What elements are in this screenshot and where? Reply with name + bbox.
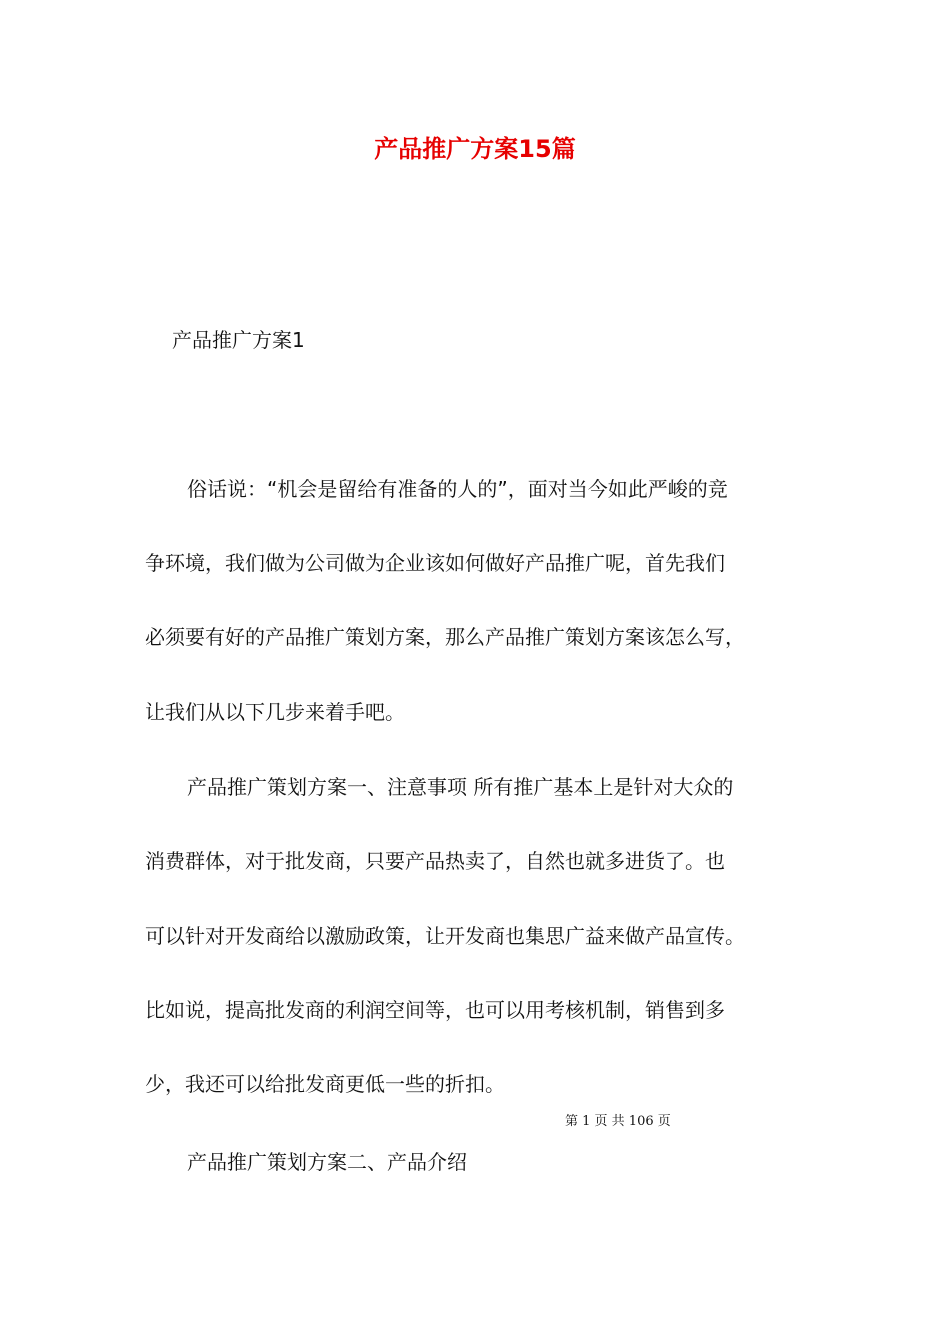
paragraph-2-line-3: 可以针对开发商给以激励政策，让开发商也集思广益来做产品宣传。 (145, 924, 745, 948)
paragraph-1-line-1: 俗话说：“机会是留给有准备的人的”，面对当今如此严峻的竞 (187, 477, 728, 501)
paragraph-2-line-1: 产品推广策划方案一、注意事项 所有推广基本上是针对大众的 (187, 775, 734, 799)
paragraph-1-line-3: 必须要有好的产品推广策划方案，那么产品推广策划方案该怎么写， (145, 625, 745, 649)
paragraph-1-line-2: 争环境，我们做为公司做为企业该如何做好产品推广呢，首先我们 (145, 551, 725, 575)
page-title: 产品推广方案15篇 (374, 135, 576, 163)
paragraph-1-line-4: 让我们从以下几步来着手吧。 (145, 700, 405, 724)
paragraph-2-line-5: 少，我还可以给批发商更低一些的折扣。 (145, 1072, 505, 1096)
paragraph-2-line-4: 比如说，提高批发商的利润空间等，也可以用考核机制，销售到多 (145, 998, 725, 1022)
paragraph-3-line-1: 产品推广策划方案二、产品介绍 (187, 1150, 467, 1174)
paragraph-2-line-2: 消费群体，对于批发商，只要产品热卖了，自然也就多进货了。也 (145, 849, 725, 873)
section-heading: 产品推广方案1 (172, 328, 305, 352)
page-number-footer: 第 1 页 共 106 页 (565, 1114, 671, 1129)
